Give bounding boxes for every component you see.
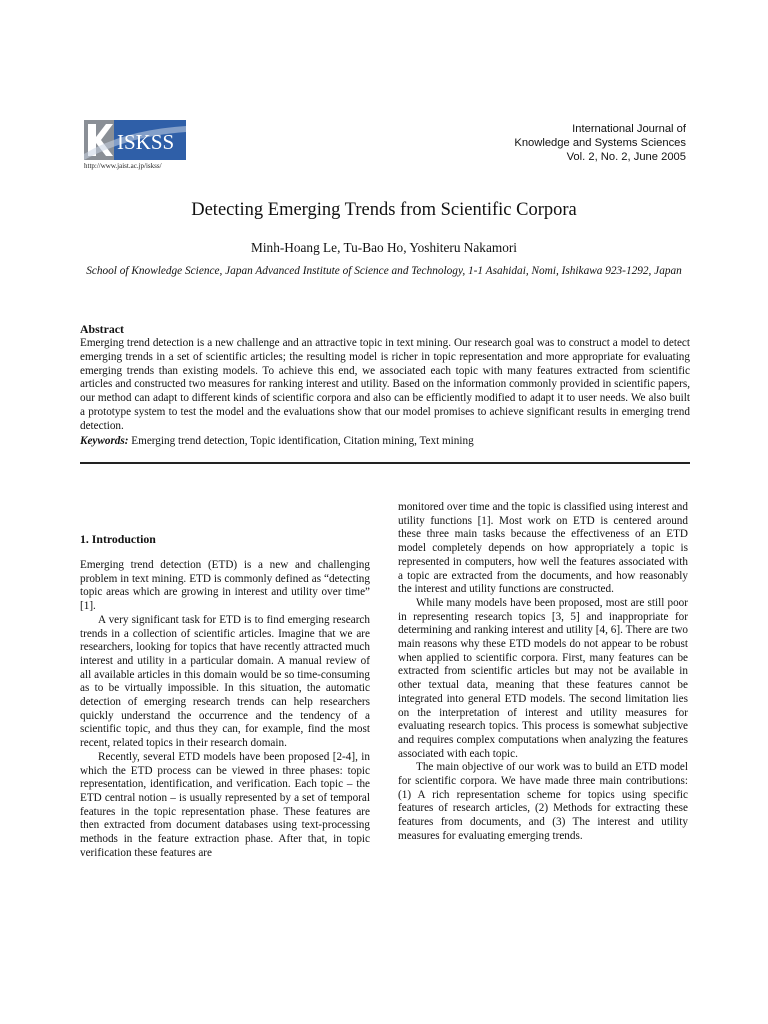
journal-info [514,122,686,164]
paragraph: A very significant task for ETD is to find emerging research trends in a collection of scientific articles. Imagine that we are researchers, looking for topics that have recently attracted much interest and utility in a particular domain. A manual review of all available articles in this domain would be so time-consuming as to be virtually impossible. In this situation, the automatic detection of emerging research trends can help researchers quickly understand the occurrence and the tendency of a scientific topic, and thus they can, for example, find the most recent, related topics in their research domain. [80,613,370,750]
journal-name-2: Knowledge and Systems Sciences [514,137,686,149]
logo-text: ISKSS [117,130,175,154]
left-column [80,559,370,860]
paragraph: monitored over time and the topic is classified using interest and utility functions [1]. Most work on ETD is centered around these three main tasks because the effectiveness of an ETD model completely depends on how appropriately a topic is represented in computers, how well the features associated with a topic are extracted from the documents, and how reasonably the interest and utility functions are constructed. [398,501,688,596]
paragraph: While many models have been proposed, most are still poor in representing research topics [3, 5] and inappropriate for determining and ranking interest and utility [4, 6]. There are two main reasons why these ETD models do not appear to be robust when applied to scientific corpora. First, many features can be extracted from scientific articles but may not be available in other textual data, meaning that these features cannot be integrated into general ETD models. The second limitation lies on the interpretation of interest and utility measures for evaluating research topics. This process is somewhat subjective and requires complex computations when analyzing the features associated with each topic. [398,596,688,760]
paragraph: Recently, several ETD models have been proposed [2-4], in which the ETD process can be viewed in three phases: topic representation, identification, and verification. Each topic – the ETD central notion – is usually represented by a set of temporal features in the topic representation phase. These features are then extracted from document databases using text-processing methods in the feature extraction phase. After that, in topic verification these features are [80,750,370,859]
paper-authors: Minh-Hoang Le, Tu-Bao Ho, Yoshiteru Nakamori [251,240,517,255]
abstract-body: Emerging trend detection is a new challenge and an attractive topic in text mining. Our research goal was to construct a model to detect emerging trends in a set of scientific articles; the resulting model is richer in topic representation and more appropriate for evaluating emerging trends than existing models. To achieve this end, we associated each topic with many features extracted from scientific articles and constructed two measures for ranking interest and utility. Based on the information commonly provided in scientific papers, our method can adapt to different kinds of scientific corpora and also can be efficiently modified to adapt it to user needs. We also built a prototype system to test the model and the evaluations show that our model promises to achieve significant results in emerging trend detection. [80,337,690,432]
journal-volume: Vol. 2, No. 2, June 2005 [566,151,686,163]
keywords-list: Emerging trend detection, Topic identification, Citation mining, Text mining [128,435,474,447]
paragraph: The main objective of our work was to build an ETD model for scientific corpora. We have made three main contributions: (1) A rich representation scheme for topics using specific features of research articles, (2) Methods for extracting these features from documents, and (3) The interest and utility measures for evaluating emerging trends. [398,761,688,842]
paragraph: Emerging trend detection (ETD) is a new and challenging problem in text mining. ETD is commonly defined as “detecting topic areas which are growing in interest and utility over time” [1]. [80,559,370,613]
keywords [80,434,690,448]
logo-url: http://www.jaist.ac.jp/iskss/ [84,162,162,170]
section-divider [80,462,690,464]
iskss-logo [84,120,186,160]
intro-heading: 1. Introduction [80,532,156,546]
paper-title: Detecting Emerging Trends from Scientific Corpora [191,200,577,220]
right-column [398,501,688,844]
keywords-label: Keywords: [80,435,129,447]
journal-name: International Journal of [572,123,686,135]
paper-affiliation: School of Knowledge Science, Japan Advanced Institute of Science and Technology, 1-1 Asahidai, Nomi, Ishikawa 923-1292, Japan [86,265,682,277]
abstract-heading: Abstract [80,322,124,336]
